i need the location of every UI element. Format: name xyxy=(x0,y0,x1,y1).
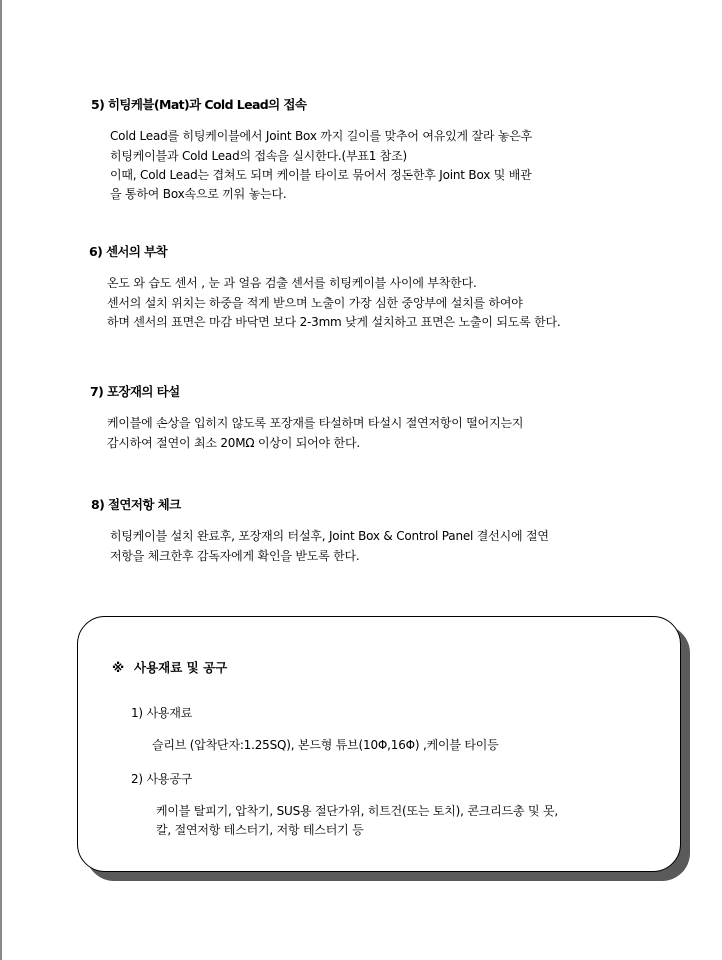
reference-mark: ※ xyxy=(112,660,125,675)
section-5-line-3: 이때, Cold Lead는 겹쳐도 되며 케이블 타이로 묶어서 정돈한후 Joint Box 및 배관 xyxy=(110,168,532,182)
tools-line-1: 케이블 탈피기, 압착기, SUS용 절단가위, 히트건(또는 토치), 콘크리드총 및 못, xyxy=(156,804,558,818)
section-5-line-1: Cold Lead를 히팅케이블에서 Joint Box 까지 길이를 맞추어 여유있게 잘라 놓은후 xyxy=(110,129,533,143)
section-6-title: 6) 센서의 부착 xyxy=(89,244,168,259)
section-6-line-2: 센서의 설치 위치는 하중을 적게 받으며 노출이 가장 심한 중앙부에 설치를 하여야 xyxy=(107,296,523,310)
tools-line-2: 칼, 절연저항 테스터기, 저항 테스터기 등 xyxy=(156,823,364,837)
materials-text: 슬리브 (압착단자:1.25SQ), 본드형 튜브(10Φ,16Φ) ,케이블 타이등 xyxy=(152,738,499,752)
section-8-title: 8) 절연저항 체크 xyxy=(91,497,181,512)
section-8-line-1: 히팅케이블 설치 완료후, 포장재의 터설후, Joint Box & Control Panel 결선시에 절연 xyxy=(110,529,549,543)
section-6-line-3: 하며 센서의 표면은 마감 바닥면 보다 2-3mm 낮게 설치하고 표면은 노출이 되도록 한다. xyxy=(107,315,561,329)
section-7-line-1: 케이블에 손상을 입히지 않도록 포장재를 타설하며 타설시 절연저항이 떨어지는지 xyxy=(107,416,524,430)
materials-box-title-text: 사용재료 및 공구 xyxy=(134,660,228,675)
section-5-line-2: 히팅케이블과 Cold Lead의 접속을 실시한다.(부표1 참조) xyxy=(110,149,408,163)
section-5-line-4: 을 통하여 Box속으로 끼워 놓는다. xyxy=(110,187,287,201)
materials-heading: 1) 사용재료 xyxy=(131,706,193,720)
tools-heading: 2) 사용공구 xyxy=(131,772,193,786)
section-6-line-1: 온도 와 습도 센서 , 눈 과 얼음 검출 센서를 히팅케이블 사이에 부착한다. xyxy=(107,276,477,290)
page-left-edge xyxy=(0,0,2,960)
section-8-line-2: 저항을 체크한후 감독자에게 확인을 받도록 한다. xyxy=(110,549,360,563)
section-7-line-2: 감시하여 절연이 최소 20MΩ 이상이 되어야 한다. xyxy=(107,436,360,450)
materials-box-title xyxy=(112,658,227,676)
section-7-title: 7) 포장재의 타설 xyxy=(90,384,180,399)
section-5-title: 5) 히팅케블(Mat)과 Cold Lead의 접속 xyxy=(91,97,307,112)
